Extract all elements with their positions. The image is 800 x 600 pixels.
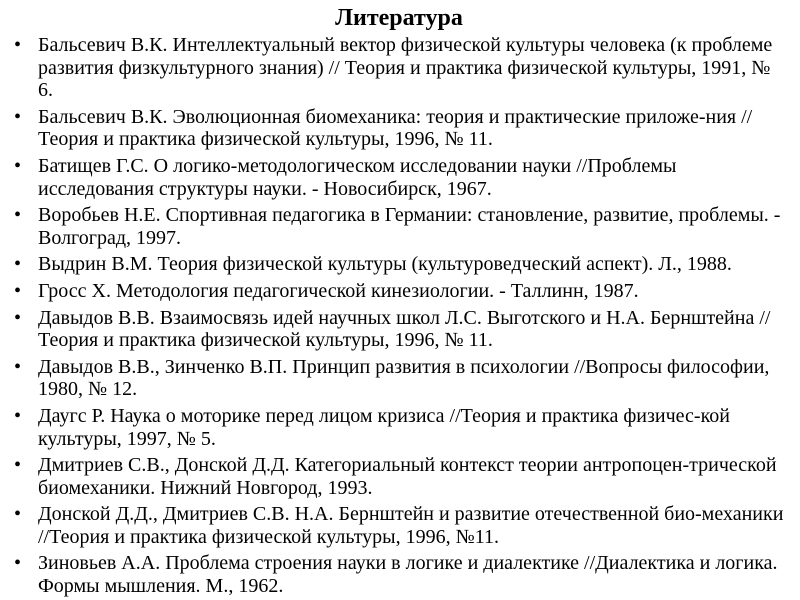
reference-item [12,307,786,352]
reference-item [12,253,786,276]
bullet-icon: • [14,253,22,276]
reference-text: Воробьев Н.Е. Спортивная педагогика в Германии: становление, развитие, проблемы. - Волгоград, 1997. [38,204,781,249]
page-title: Литература [335,5,463,31]
bullet-icon: • [14,105,22,128]
bullet-icon: • [14,355,22,378]
reference-item [12,106,786,151]
reference-text: Гросс Х. Методология педагогической кинезиологии. - Таллинн, 1987. [38,279,639,302]
bullet-icon: • [14,204,22,227]
reference-item [12,204,786,249]
reference-item [12,552,786,597]
bullet-icon: • [14,154,22,177]
reference-item [12,454,786,499]
reference-text: Бальсевич В.К. Интеллектуальный вектор физической культуры человека (к проблеме развития физкультурного знания) // Теория и практика физической культуры, 1991, № 6. [38,34,773,102]
reference-item [12,356,786,401]
reference-text: Донской Д.Д., Дмитриев С.В. Н.А. Бернштейн и развитие отечественной био-механики //Теория и практика физической культуры, 1996, №11. [38,503,784,548]
reference-text: Выдрин В.М. Теория физической культуры (культуроведческий аспект). Л., 1988. [38,253,732,276]
bullet-icon: • [14,454,22,477]
reference-item [12,280,786,303]
reference-item [12,34,786,102]
reference-text: Давыдов В.В. Взаимосвязь идей научных школ Л.С. Выготского и Н.А. Бернштейна //Теория и практика физической культуры, 1996, № 11. [38,306,771,352]
reference-item [12,405,786,450]
bullet-icon: • [14,552,22,575]
bullet-icon: • [14,503,22,526]
reference-text: Батищев Г.С. О логико-методологическом исследовании науки //Проблемы исследования структуры науки. - Новосибирск, 1967. [38,154,677,200]
bullet-icon: • [14,279,22,302]
reference-text: Зиновьев А.А. Проблема строения науки в логике и диалектике //Диалектика и логика. Формы мышления. М., 1962. [38,552,778,598]
bullet-icon: • [14,306,22,329]
reference-text: Даугс Р. Наука о моторике перед лицом кризиса //Теория и практика физичес-кой культуры, 1997, № 5. [38,404,730,450]
reference-item [12,503,786,548]
reference-text: Дмитриев С.В., Донской Д.Д. Категориальный контекст теории антропоцен-трической биомеханики. Нижний Новгород, 1993. [38,454,777,499]
reference-item [12,155,786,200]
reference-list [12,34,786,598]
reference-text: Бальсевич В.К. Эволюционная биомеханика: теория и практические приложе-ния //Теория и практика физической культуры, 1996, № 11. [38,105,753,151]
bullet-icon: • [14,404,22,427]
reference-text: Давыдов В.В., Зинченко В.П. Принцип развития в психологии //Вопросы философии, 1980, № 12. [38,355,770,401]
bullet-icon: • [14,34,22,56]
